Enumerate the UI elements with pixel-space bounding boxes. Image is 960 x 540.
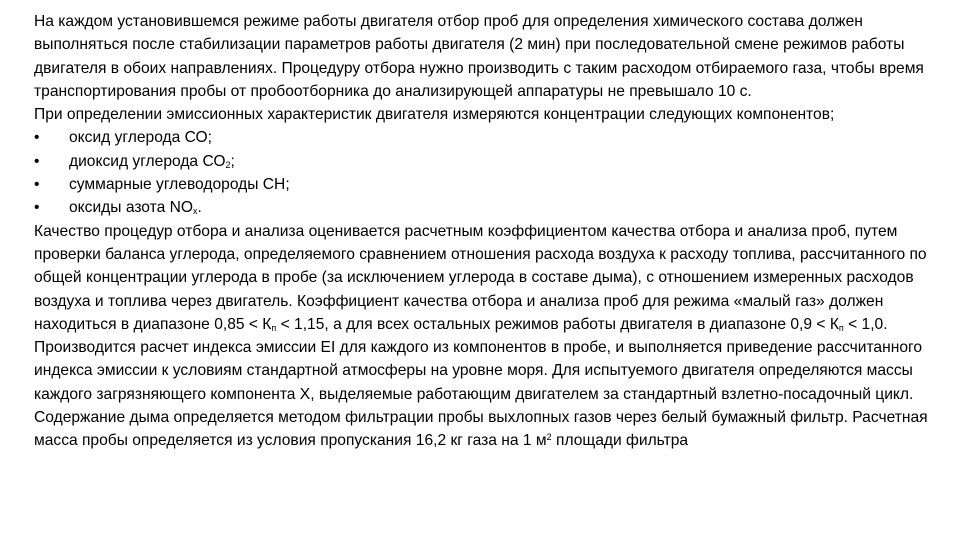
list-item	[34, 196, 934, 219]
paragraph-emission-index: Производится расчет индекса эмиссии EI для каждого из компонентов в пробе, и выполняется приведение рассчитанного индекса эмиссии к условиям стандартной атмосферы на уровне моря. Для испытуемого двигателя определяются массы каждого загрязняющего компонента Х, выделяемые работающим двигателем за стандартный взлетно-посадочный цикл. Содержание дыма определяется методом фильтрации пробы выхлопных газов через белый бумажный фильтр. Расчетная масса пробы определяется из условия пропускания 16,2 кг газа на 1 $м^2$ площади фильтра	[34, 339, 928, 450]
slide-content	[34, 10, 934, 453]
bullet-marker: •	[34, 176, 40, 194]
list-item	[34, 173, 934, 196]
list-item-text: суммарные углеводороды СН;	[69, 176, 290, 194]
list-item-text: диоксид углерода $СО_2$;	[69, 152, 235, 170]
list-item-text: оксиды азота $NО_х$.	[69, 199, 202, 217]
list-item-text: оксид углерода СО;	[69, 129, 213, 147]
list-item	[34, 150, 934, 173]
list-item	[34, 126, 934, 149]
bullet-marker: •	[34, 199, 40, 217]
paragraph-quality-coefficient: Качество процедур отбора и анализа оценивается расчетным коэффициентом качества отбора и анализа проб, путем проверки баланса углерода, определяемого сравнением отношения расхода воздуха к расходу топлива, рассчитанного по общей концентрации углерода в пробе (за исключением углерода в составе дыма), с отношением измеренных расходов воздуха и топлива через двигатель. Коэффициент качества отбора и анализа проб для режима «малый газ» должен находиться в диапазоне $0,85 < К_п < 1,15$, а для всех остальных режимов работы двигателя в диапазоне $0,9 < К_п < 1,0$.	[34, 222, 927, 333]
paragraph-components-intro: При определении эмиссионных характеристик двигателя измеряются концентрации следующих компонентов;	[34, 106, 835, 124]
bullet-marker: •	[34, 152, 40, 170]
components-list	[34, 126, 934, 219]
bullet-marker: •	[34, 129, 40, 147]
paragraph-sampling-procedure: На каждом установившемся режиме работы двигателя отбор проб для определения химического состава должен выполняться после стабилизации параметров работы двигателя (2 мин) при последовательной смене режимов работы двигателя в обоих направлениях. Процедуру отбора нужно производить с таким расходом отбираемого газа, чтобы время транспортирования пробы от пробоотборника до анализирующей аппаратуры не превышало 10 с.	[34, 13, 924, 100]
